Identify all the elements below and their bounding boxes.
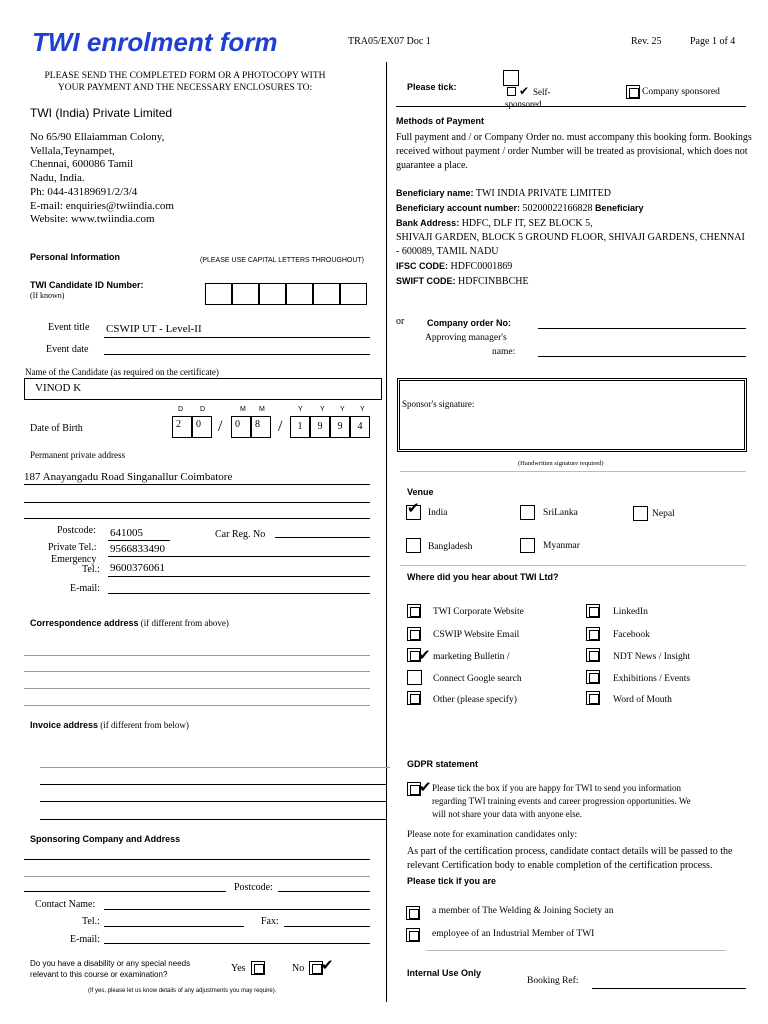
- contact-name-label: Contact Name:: [35, 899, 96, 910]
- event-title-line: [104, 337, 370, 338]
- dob-header: D: [200, 406, 206, 413]
- tick-if-heading: Please tick if you are: [407, 876, 497, 886]
- sponsor-signature-box[interactable]: [397, 378, 747, 452]
- address-value[interactable]: 187 Anayangadu Road Singanallur Coimbatore: [24, 471, 233, 483]
- emergency-tel-line: [108, 576, 370, 577]
- dob-header: Y: [320, 406, 325, 413]
- postcode-value[interactable]: 641005: [110, 527, 143, 539]
- venue-srilanka-label: SriLanka: [543, 508, 578, 518]
- address-line[interactable]: [24, 518, 370, 519]
- hear-option-label: TWI Corporate Website: [433, 607, 524, 617]
- sponsor-address-line[interactable]: [24, 859, 370, 860]
- candidate-id-box[interactable]: [232, 283, 259, 305]
- candidate-id-box[interactable]: [313, 283, 340, 305]
- hear-ndt-news-checkbox[interactable]: [586, 648, 600, 662]
- dob-day-2[interactable]: 0: [192, 416, 212, 438]
- methods-heading: Methods of Payment: [396, 116, 485, 126]
- venue-india-label: India: [428, 508, 448, 518]
- approving-manager-label: Approving manager's: [425, 333, 507, 343]
- yes-label: Yes: [231, 963, 246, 974]
- revision: Rev. 25: [631, 36, 662, 47]
- address-line: [24, 484, 370, 485]
- event-date-label: Event date: [46, 344, 89, 355]
- hear-facebook-checkbox[interactable]: [586, 627, 600, 641]
- hear-option-label: NDT News / Insight: [613, 652, 691, 662]
- candidate-name-field[interactable]: [24, 378, 382, 400]
- correspondence-line[interactable]: [24, 688, 370, 689]
- candidate-id-box[interactable]: [259, 283, 286, 305]
- candidate-id-box[interactable]: [286, 283, 313, 305]
- hear-option-label: Other (please specify): [433, 695, 517, 705]
- fax-field[interactable]: [284, 926, 370, 927]
- hear-linkedin-checkbox[interactable]: [586, 604, 600, 618]
- company-name: TWI (India) Private Limited: [30, 106, 173, 120]
- dob-header: Y: [340, 406, 345, 413]
- venue-bangladesh-checkbox[interactable]: [406, 538, 421, 553]
- emergency-label: Emergency: [51, 554, 97, 565]
- check-mark-icon: ✔: [321, 956, 334, 974]
- personal-info-heading: Personal Information: [30, 252, 121, 262]
- postcode-label: Postcode:: [57, 525, 96, 536]
- booking-ref-field[interactable]: [592, 988, 746, 989]
- please-tick-label: Please tick:: [407, 82, 457, 92]
- dob-separator: /: [278, 418, 283, 435]
- venue-srilanka-checkbox[interactable]: [520, 505, 535, 520]
- hear-option-label: Facebook: [613, 630, 650, 640]
- event-title-label: Event title: [48, 322, 90, 333]
- methods-text: Full payment and / or Company Order no. must accompany this booking form. Bookings received without payment / order Number will be treated as provisional, which does not guarantee a place.: [396, 132, 752, 171]
- divider: [396, 106, 746, 107]
- invoice-line[interactable]: [40, 819, 386, 820]
- hear-twi-website-checkbox[interactable]: [407, 604, 421, 618]
- tel-field[interactable]: [104, 926, 244, 927]
- hear-about-heading: Where did you hear about TWI Ltd?: [407, 572, 559, 582]
- check-mark-icon: ✔: [418, 646, 431, 664]
- company-sponsored-checkbox[interactable]: [626, 85, 640, 99]
- dob-header: D: [178, 406, 184, 413]
- welding-society-member-checkbox[interactable]: [406, 906, 420, 920]
- hear-option-label: Word of Mouth: [613, 695, 672, 705]
- divider: [426, 950, 726, 951]
- venue-nepal-checkbox[interactable]: [633, 506, 648, 521]
- divider: [400, 471, 746, 472]
- hear-cswip-email-checkbox[interactable]: [407, 627, 421, 641]
- doc-reference: TRA05/EX07 Doc 1: [348, 36, 431, 47]
- self-sponsored-box[interactable]: [503, 70, 519, 86]
- sponsoring-heading: Sponsoring Company and Address: [30, 834, 181, 844]
- dob-year-3[interactable]: 9: [330, 416, 350, 438]
- certification-note: As part of the certification process, candidate contact details will be passed to the relevant Certification body to enable completion of the certification process.: [407, 846, 733, 871]
- dob-header: Y: [360, 406, 365, 413]
- invoice-line[interactable]: [40, 784, 386, 785]
- address-line[interactable]: [24, 502, 370, 503]
- approving-manager-label-cont: name:: [492, 347, 516, 357]
- private-tel-label: Private Tel.:: [48, 542, 97, 553]
- car-reg-label: Car Reg. No: [215, 529, 266, 540]
- email-label: E-mail:: [70, 583, 100, 594]
- hear-exhibitions-checkbox[interactable]: [586, 670, 600, 684]
- dob-label: Date of Birth: [30, 423, 83, 434]
- sponsor-signature-label: Sponsor's signature:: [402, 399, 475, 409]
- sponsor-postcode-label: Postcode:: [234, 882, 273, 893]
- disability-yes-checkbox[interactable]: [251, 961, 265, 975]
- candidate-id-note: (If known): [30, 291, 65, 300]
- or-label: or: [396, 316, 405, 327]
- disability-note: (If yes, please let us know details of any adjustments you may require).: [88, 988, 277, 994]
- check-mark-icon: ✔: [419, 778, 432, 796]
- company-sponsored-label: Company sponsored: [642, 87, 720, 97]
- postcode-line: [108, 540, 170, 541]
- self-sponsored-checkbox[interactable]: [507, 87, 516, 96]
- correspondence-line[interactable]: [24, 705, 370, 706]
- self-sponsored-label-cont: sponsored: [505, 99, 542, 109]
- hear-word-of-mouth-checkbox[interactable]: [586, 691, 600, 705]
- dob-year-4[interactable]: 4: [350, 416, 370, 438]
- email-field[interactable]: [108, 593, 370, 594]
- company-order-label: Company order No:: [427, 318, 512, 328]
- hear-option-label: CSWIP Website Email: [433, 630, 520, 640]
- dob-header: M: [259, 406, 265, 413]
- company-order-field[interactable]: [538, 328, 746, 329]
- dob-header: M: [240, 406, 246, 413]
- hear-option-label: Exhibitions / Events: [613, 674, 691, 684]
- candidate-id-box[interactable]: [205, 283, 232, 305]
- internal-use-heading: Internal Use Only: [407, 968, 482, 978]
- sponsor-address-line[interactable]: [24, 891, 226, 892]
- booking-ref-label: Booking Ref:: [527, 976, 579, 986]
- hear-option-label: marketing Bulletin /: [433, 652, 510, 662]
- check-mark-icon: ✔: [519, 84, 530, 98]
- invoice-line[interactable]: [40, 801, 386, 802]
- gdpr-text: Please tick the box if you are happy for TWI to send you information regarding TWI training events and career progression opportunities. We will not share your data with anyone else.: [432, 783, 691, 819]
- sponsor-address-line[interactable]: [24, 876, 370, 877]
- private-tel-value[interactable]: 9566833490: [110, 543, 165, 555]
- approving-manager-field[interactable]: [538, 356, 746, 357]
- divider: [400, 565, 746, 566]
- candidate-name-value: VINOD K: [35, 382, 82, 394]
- gdpr-heading: GDPR statement: [407, 759, 479, 769]
- send-instructions: PLEASE SEND THE COMPLETED FORM OR A PHOTOCOPY WITH YOUR PAYMENT AND THE NECESSARY ENCLOSURES TO:: [44, 71, 326, 93]
- capitals-note: (PLEASE USE CAPITAL LETTERS THROUGHOUT): [200, 257, 365, 264]
- dob-year-1[interactable]: 1: [290, 416, 310, 438]
- candidate-id-box[interactable]: [340, 283, 367, 305]
- member-label: a member of The Welding & Joining Society an: [432, 906, 614, 916]
- self-sponsored-label: Self-: [533, 87, 551, 97]
- dob-year-2[interactable]: 9: [310, 416, 330, 438]
- check-mark-icon: ✔: [407, 499, 420, 517]
- candidate-name-label: Name of the Candidate (as required on the certificate): [25, 367, 219, 377]
- venue-nepal-label: Nepal: [652, 509, 675, 519]
- correspondence-line[interactable]: [24, 655, 370, 656]
- hear-option-label: Connect Google search: [433, 674, 522, 684]
- sponsor-email-field[interactable]: [104, 943, 370, 944]
- venue-myanmar-label: Myanmar: [543, 541, 580, 551]
- contact-name-field[interactable]: [104, 909, 370, 910]
- dob-day-1[interactable]: 2: [172, 416, 192, 438]
- event-title-value[interactable]: CSWIP UT - Level-II: [106, 323, 202, 335]
- private-tel-line: [108, 556, 370, 557]
- no-label: No: [292, 963, 305, 974]
- industrial-member-checkbox[interactable]: [406, 928, 420, 942]
- dob-header: Y: [298, 406, 303, 413]
- venue-myanmar-checkbox[interactable]: [520, 538, 535, 553]
- candidate-id-label: TWI Candidate ID Number:: [30, 280, 144, 290]
- bank-details: Beneficiary name: TWI INDIA PRIVATE LIMITED Beneficiary account number: 50200022166828 Beneficiary Bank Address: HDFC, DLF IT, SEZ BLOCK 5, SHIVAJI GARDEN, BLOCK 5 GROUND FLOOR, SHIVAJI GARDENS, CHENNAI - 600089, TAMIL NADU IFSC CODE: HDFC0001869 SWIFT CODE: HDFCINBBCHE: [396, 188, 745, 287]
- dob-month-1[interactable]: 0: [231, 416, 251, 438]
- member-label-cont: employee of an Industrial Member of TWI: [432, 929, 595, 939]
- event-date-field[interactable]: [104, 354, 370, 355]
- fax-label: Fax:: [261, 916, 279, 927]
- form-title: TWI enrolment form: [32, 27, 278, 57]
- invoice-heading: Invoice address (if different from below): [30, 720, 189, 730]
- car-reg-field[interactable]: [275, 537, 370, 538]
- venue-heading: Venue: [407, 487, 434, 497]
- company-address: No 65/90 Ellaiamman Colony, Vellala,Teynampet, Chennai, 600086 Tamil Nadu, India. Ph: 044-43189691/2/3/4 E-mail: enquiries@twiindia.com Website: www.twiindia.com: [30, 131, 174, 226]
- hear-option-label: LinkedIn: [613, 607, 648, 617]
- emergency-tel-label: Tel.:: [82, 564, 100, 575]
- page-number: Page 1 of 4: [690, 36, 736, 47]
- tel-label: Tel.:: [82, 916, 100, 927]
- dob-separator: /: [218, 418, 223, 435]
- address-label: Permanent private address: [30, 450, 125, 460]
- correspondence-line[interactable]: [24, 671, 370, 672]
- dob-month-2[interactable]: 8: [251, 416, 271, 438]
- disability-question: Do you have a disability or any special needs relevant to this course or examination?: [30, 959, 191, 979]
- emergency-tel-value[interactable]: 9600376061: [110, 562, 165, 574]
- sponsor-email-label: E-mail:: [70, 934, 100, 945]
- hear-other-checkbox[interactable]: [407, 691, 421, 705]
- sponsor-postcode-field[interactable]: [278, 891, 370, 892]
- handwritten-note: (Handwritten signature required): [518, 460, 604, 467]
- invoice-line[interactable]: [40, 767, 390, 768]
- hear-google-checkbox[interactable]: [407, 670, 422, 685]
- correspondence-heading: Correspondence address (if different from above): [30, 618, 229, 628]
- exam-note: Please note for examination candidates only:: [407, 830, 578, 840]
- venue-bangladesh-label: Bangladesh: [428, 542, 473, 552]
- column-divider: [386, 62, 387, 1002]
